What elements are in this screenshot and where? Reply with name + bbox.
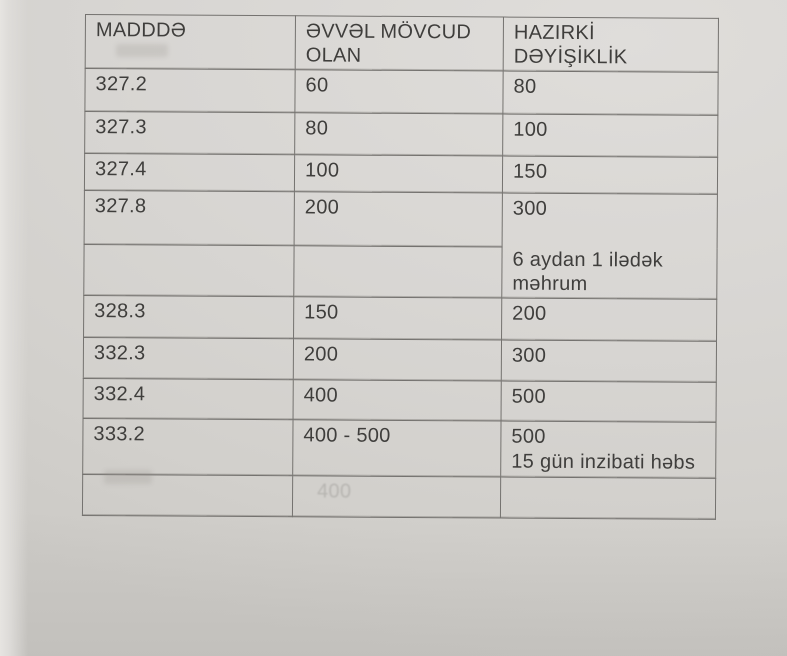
penalty-note: 15 gün inzibati həbs xyxy=(511,450,696,474)
article-cell-empty xyxy=(82,474,292,516)
article-cell: 333.2 xyxy=(83,418,293,475)
table-row xyxy=(85,112,718,158)
table-row xyxy=(85,69,718,116)
current-cell: 200 xyxy=(502,298,717,341)
article-cell-empty xyxy=(84,244,294,296)
current-cell: 80 xyxy=(503,71,718,115)
article-cell: 328.3 xyxy=(84,295,294,338)
table-row-empty xyxy=(82,474,715,519)
penalty-note: 6 aydan 1 ilədək məhrum xyxy=(512,248,664,296)
table-row xyxy=(84,190,717,248)
previous-cell: 100 xyxy=(294,155,502,193)
current-value: 300 xyxy=(512,197,548,220)
current-cell: 100 xyxy=(503,114,718,157)
article-cell: 332.3 xyxy=(83,337,293,379)
header-previous: ƏVVƏL MÖVCUD OLAN xyxy=(295,16,503,71)
article-cell: 327.4 xyxy=(84,154,294,192)
previous-cell: 200 xyxy=(294,192,502,247)
table-row xyxy=(83,418,716,478)
article-cell: 327.8 xyxy=(84,190,294,245)
current-cell: 300 xyxy=(501,340,716,382)
amendments-table xyxy=(82,14,719,520)
current-cell-empty xyxy=(500,477,715,519)
bleed-through-text: 400 xyxy=(317,480,352,503)
previous-cell-empty xyxy=(292,476,500,518)
previous-cell: 150 xyxy=(294,297,502,340)
current-value: 500 xyxy=(511,425,546,448)
previous-cell-empty xyxy=(294,246,502,298)
table-row xyxy=(83,378,716,422)
previous-cell: 200 xyxy=(293,339,501,381)
article-cell: 327.3 xyxy=(85,112,295,155)
article-cell: 327.2 xyxy=(85,69,295,113)
article-cell: 332.4 xyxy=(83,378,293,419)
current-cell-with-note xyxy=(502,193,718,299)
current-cell-with-note xyxy=(501,421,716,478)
previous-cell: 60 xyxy=(295,70,503,114)
current-cell: 500 xyxy=(501,381,716,422)
table-row xyxy=(84,154,717,195)
table-row xyxy=(84,295,717,341)
current-cell: 150 xyxy=(502,156,717,194)
table-row xyxy=(83,337,716,382)
previous-cell: 400 xyxy=(293,380,501,421)
header-current: HAZIRKİ DƏYİŞİKLİK xyxy=(503,17,718,72)
header-article: MADDDƏ xyxy=(85,15,295,70)
table-header-row xyxy=(85,15,718,73)
previous-cell: 400 - 500 xyxy=(293,420,501,477)
previous-cell: 80 xyxy=(295,113,503,156)
